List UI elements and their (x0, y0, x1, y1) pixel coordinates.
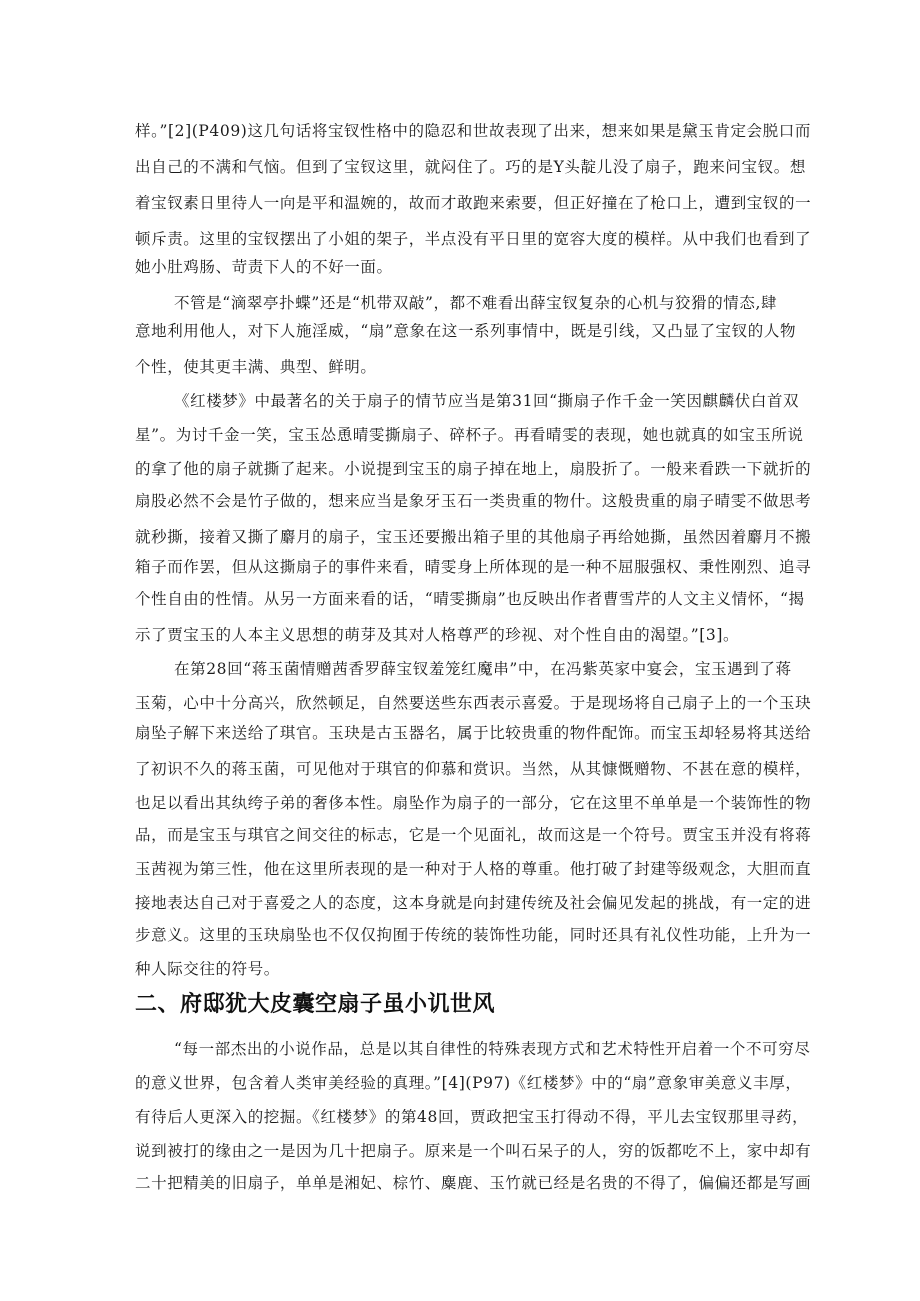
paragraph-5-line-4: 说到被打的缘由之一是因为几十把扇子。原来是一个叫石呆子的人，穷的饭都吃不上，家中却有 (135, 1142, 812, 1160)
paragraph-3-line-3: 的拿了他的扇子就撕了起来。小说提到宝玉的扇子掉在地上，扇股折了。一般来看跌一下就折的 (135, 460, 812, 478)
paragraph-5-line-5: 二十把精美的旧扇子，单单是湘妃、棕竹、麋鹿、玉竹就已经是名贵的不得了，偏偏还都是写画 (135, 1174, 812, 1192)
paragraph-4-line-2: 玉菊，心中十分高兴，欣然顿足，自然要送些东西表示喜爱。于是现场将自己扇子上的一个玉玦 (135, 694, 812, 712)
paragraph-5-line-3: 有待后人更深入的挖掘。《红楼梦》的第48回，贾政把宝玉打得动不得，平儿去宝钗那里寻药， (135, 1108, 809, 1126)
paragraph-2-line-2: 意地利用他人，对下人施淫威，“扇”意象在这一系列事情中，既是引线，又凸显了宝钗的人物 (135, 322, 797, 340)
section-heading: 二、府邸犹大皮囊空扇子虽小讥世风 (135, 992, 496, 1017)
paragraph-2-line-1: 不管是“滴翠亭扑蝶”还是“机带双敲”，都不难看出薛宝钗复杂的心机与狡猾的情态,肆 (174, 294, 778, 312)
paragraph-1-line-1: 样。”[2](P409)这几句话将宝钗性格中的隐忍和世故表现了出来，想来如果是黛玉肯定会脱口而 (135, 122, 811, 140)
paragraph-4-line-9: 步意义。这里的玉玦扇坠也不仅仅拘囿于传统的装饰性功能，同时还具有礼仪性功能，上升为一 (135, 926, 812, 944)
paragraph-4-line-10: 种人际交往的符号。 (135, 960, 280, 978)
paragraph-4-line-8: 接地表达自己对于喜爱之人的态度，这本身就是向封建传统及社会偏见发起的挑战，有一定的进 (135, 894, 812, 912)
paragraph-2-line-3: 个性，使其更丰满、典型、鲜明。 (135, 358, 377, 376)
paragraph-3-line-5: 就秒撕，接着又撕了麝月的扇子，宝玉还要搬出箱子里的其他扇子再给她撕，虽然因着麝月不搬 (135, 528, 812, 546)
paragraph-4-line-7: 玉茜视为第三性，他在这里所表现的是一种对于人格的尊重。他打破了封建等级观念，大胆而直 (135, 860, 812, 878)
paragraph-4-line-5: 也足以看出其纨绔子弟的奢侈本性。扇坠作为扇子的一部分，它在这里不单单是一个装饰性的物 (135, 794, 812, 812)
paragraph-3-line-7: 个性自由的性情。从另一方面来看的话，“晴雯撕扇”也反映出作者曹雪芹的人文主义情怀，“揭 (135, 590, 805, 608)
paragraph-4-line-6: 品，而是宝玉与琪官之间交往的标志，它是一个见面礼，故而这是一个符号。贾宝玉并没有将蒋 (135, 826, 812, 844)
paragraph-3-line-1: 《红楼梦》中最著名的关于扇子的情节应当是第31回“撕扇子作千金一笑因麒麟伏白首双 (174, 392, 800, 410)
paragraph-5-line-2: 的意义世界，包含着人类审美经验的真理。”[4](P97)《红楼梦》中的“扇”意象审美意义丰厚， (135, 1074, 802, 1092)
paragraph-1-line-3: 着宝钗素日里待人一向是平和温婉的，故而才敢跑来索要，但正好撞在了枪口上，遭到宝钗的一 (135, 194, 812, 212)
paragraph-1-line-5: 她小肚鸡肠、苛责下人的不好一面。 (135, 258, 393, 276)
paragraph-3-line-6: 箱子而作罢，但从这撕扇子的事件来看，晴雯身上所体现的是一种不屈服强权、秉性刚烈、追寻 (135, 558, 812, 576)
paragraph-1-line-4: 顿斥责。这里的宝钗摆出了小姐的架子，半点没有平日里的宽容大度的模样。从中我们也看到了 (135, 230, 812, 248)
paragraph-5-line-1: “每一部杰出的小说作品，总是以其自律性的特殊表现方式和艺术特性开启着一个不可穷尽 (174, 1040, 811, 1058)
paragraph-4-line-3: 扇坠子解下来送给了琪官。玉玦是古玉器名，属于比较贵重的物件配饰。而宝玉却轻易将其送给 (135, 724, 812, 742)
paragraph-1-line-2: 出自己的不满和气恼。但到了宝钗这里，就闷住了。巧的是Y头靛儿没了扇子，跑来问宝钗。想 (135, 158, 806, 176)
paragraph-4-line-4: 了初识不久的蒋玉菌，可见他对于琪官的仰慕和赏识。当然，从其慷慨赠物、不甚在意的模样， (135, 760, 812, 778)
paragraph-3-line-8: 示了贾宝玉的人本主义思想的萌芽及其对人格尊严的珍视、对个性自由的渴望。”[3]。 (135, 626, 740, 644)
paragraph-3-line-4: 扇股必然不会是竹子做的，想来应当是象牙玉石一类贵重的物什。这般贵重的扇子晴雯不做思考 (135, 492, 812, 510)
paragraph-3-line-2: 星”。为讨千金一笑，宝玉怂恿晴雯撕扇子、碎杯子。再看晴雯的表现，她也就真的如宝玉所说 (135, 426, 804, 444)
paragraph-4-line-1: 在第28回“蒋玉菌情赠茜香罗薛宝钗羞笼红魔串”中，在冯紫英家中宴会，宝玉遇到了蒋 (174, 660, 792, 678)
